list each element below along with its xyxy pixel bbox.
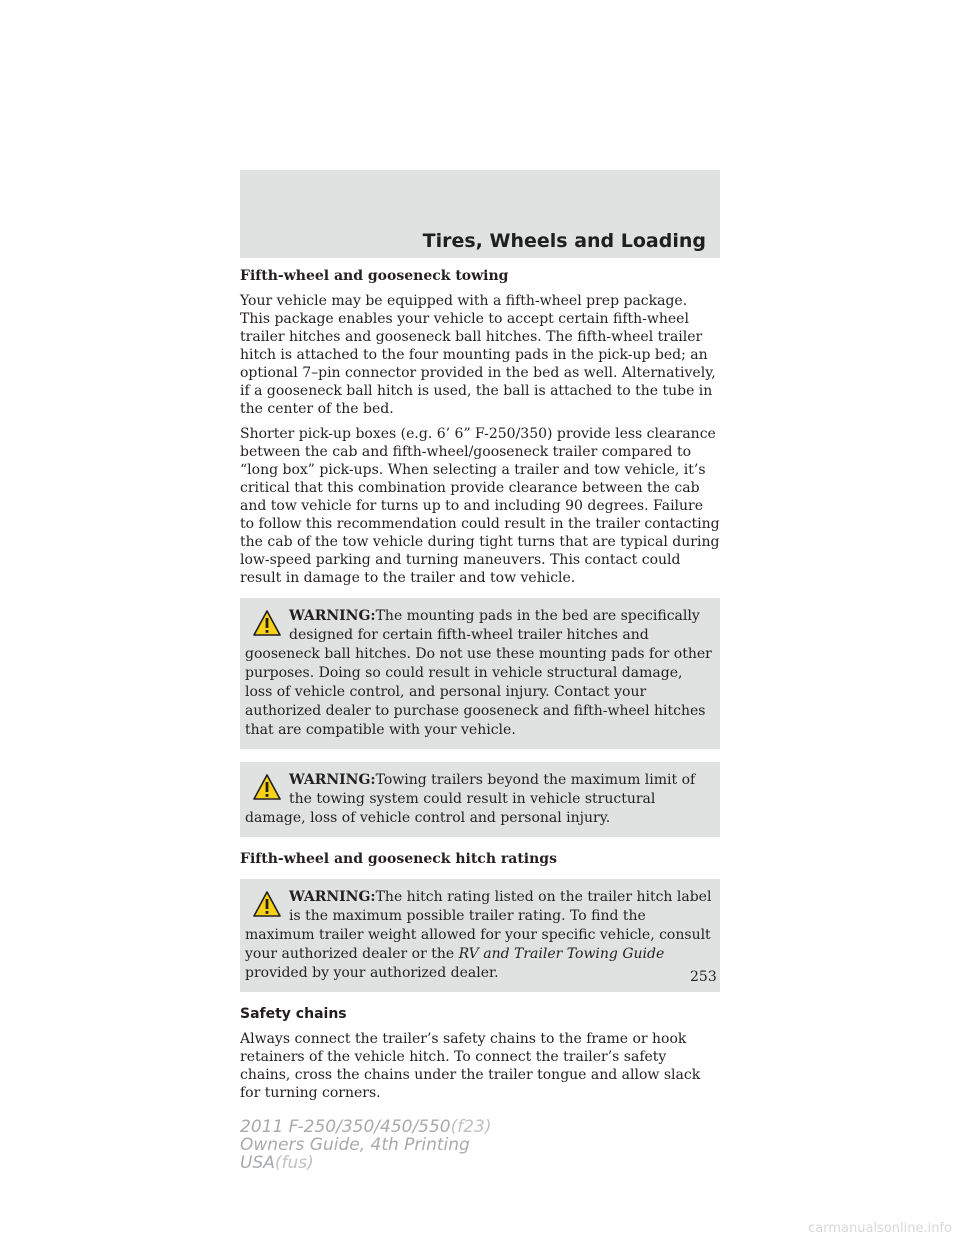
footer-model-code: (f23): [450, 1117, 492, 1137]
warning-box-towing-limit: [240, 762, 720, 837]
warning-box-hitch-rating: [240, 879, 720, 992]
warning-text-end: provided by your authorized dealer.: [245, 965, 499, 981]
warning-triangle-icon: [253, 773, 281, 801]
watermark: carmanualsonline.info: [808, 1221, 952, 1236]
footer-printing: Owners Guide, 4th Printing: [240, 1135, 470, 1155]
footer-edition: [240, 1118, 492, 1172]
warning-text: The mounting pads in the bed are specifically designed for certain fifth-wheel trailer hitches and gooseneck ball hitches. Do not use these mounting pads for other purposes. Doing so could result in vehicle structural damage, loss of vehicle control, and personal injury. Contact your authorized dealer to purchase gooseneck and fifth-wheel hitches that are compatible with your vehicle.: [245, 608, 712, 738]
warning-text: The hitch rating listed on the trailer hitch label is the maximum possible trailer rating. To find the maximum trailer weight allowed for your specific vehicle, consult your authorized dealer or the: [245, 889, 712, 962]
paragraph-shorter-boxes: Shorter pick-up boxes (e.g. 6’ 6” F-250/350) provide less clearance between the cab and fifth-wheel/gooseneck trailer compared to “long box” pick-ups. When selecting a trailer and tow vehicle, it’s critical that this combination provide clearance between the cab and tow vehicle for turns up to and including 90 degrees. Failure to follow this recommendation could result in the trailer contacting the cab of the tow vehicle during tight turns that are typical during low-speed parking and turning maneuvers. This contact could result in damage to the trailer and tow vehicle.: [240, 426, 720, 586]
header-band: [240, 170, 720, 258]
warning-text: Towing trailers beyond the maximum limit of the towing system could result in vehicle structural damage, loss of vehicle control and personal injury.: [245, 772, 696, 826]
chapter-title: Tires, Wheels and Loading: [422, 230, 706, 252]
footer-model: 2011 F-250/350/450/550: [240, 1117, 451, 1137]
section-heading-fifth-wheel: Fifth-wheel and gooseneck towing: [240, 268, 509, 284]
warning-label: WARNING:: [289, 608, 376, 624]
warning-box-mounting-pads: [240, 598, 720, 749]
page-number: 253: [690, 969, 717, 985]
warning-label: WARNING:: [289, 889, 376, 905]
footer-market-code: (fus): [274, 1153, 314, 1173]
section-heading-safety-chains: Safety chains: [240, 1006, 347, 1022]
section-heading-hitch-ratings: Fifth-wheel and gooseneck hitch ratings: [240, 851, 557, 867]
warning-triangle-icon: [253, 890, 281, 918]
warning-label: WARNING:: [289, 772, 376, 788]
guide-title: RV and Trailer Towing Guide: [458, 946, 665, 962]
warning-triangle-icon: [253, 609, 281, 637]
paragraph-prep-package: Your vehicle may be equipped with a fifth-wheel prep package. This package enables your vehicle to accept certain fifth-wheel trailer hitches and gooseneck ball hitches. The fifth-wheel trailer hitch is attached to the four mounting pads in the pick-up bed; an optional 7–pin connector provided in the bed as well. Alternatively, if a gooseneck ball hitch is used, the ball is attached to the tube in the center of the bed.: [240, 293, 716, 417]
footer-market: USA: [240, 1153, 275, 1173]
page-content: [240, 267, 720, 1109]
paragraph-safety-chains: Always connect the trailer’s safety chains to the frame or hook retainers of the vehicle hitch. To connect the trailer’s safety chains, cross the chains under the trailer tongue and allow slack for turning corners.: [240, 1031, 701, 1101]
